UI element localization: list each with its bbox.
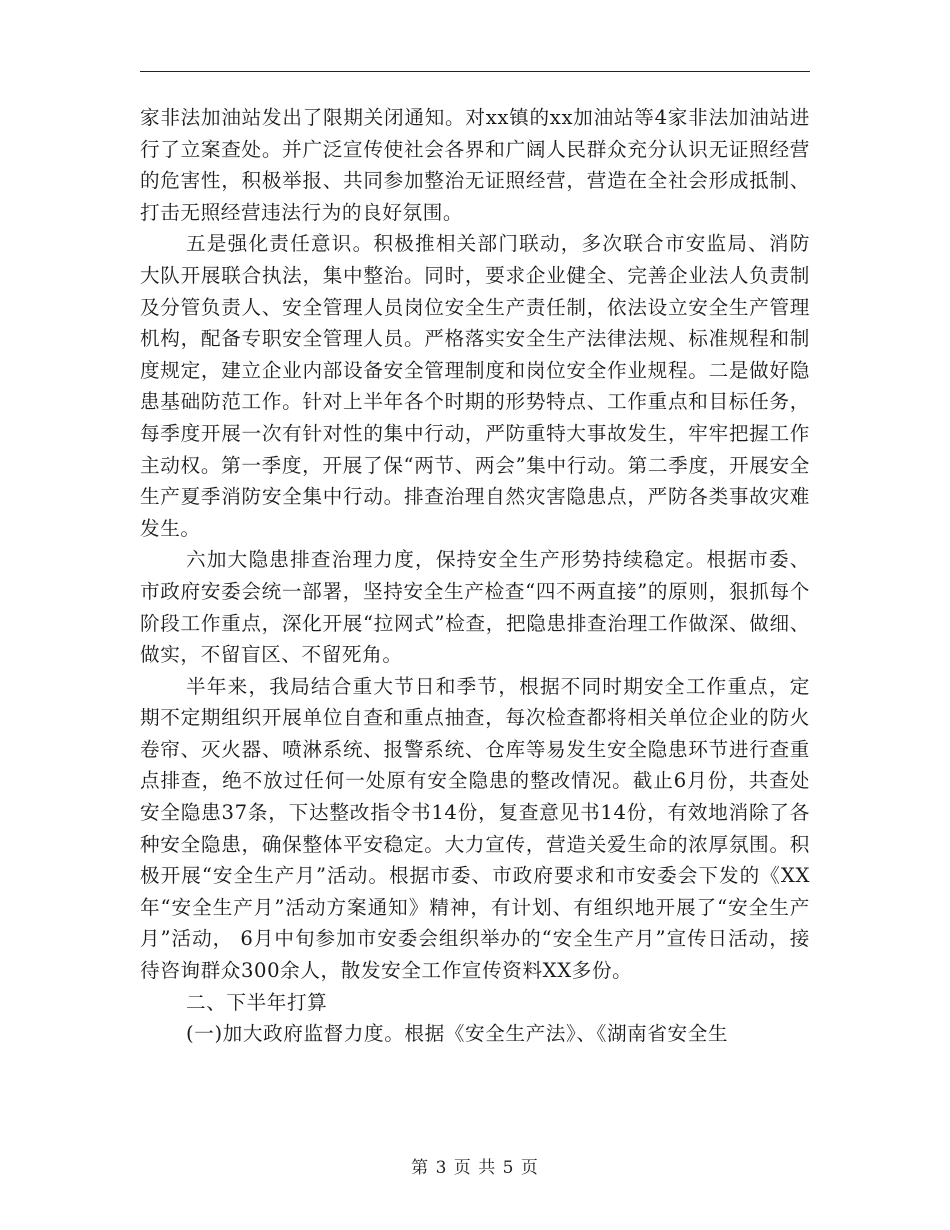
section-heading: 二、下半年打算 — [186, 990, 328, 1014]
paragraph-3: 六加大隐患排查治理力度，保持安全生产形势持续稳定。根据市委、市政府安委会统一部署，坚持安全生产检查“四不两直接”的原则，狠抓每个阶段工作重点，深化开展“拉网式”检查，把隐患排查治理工作做深、做细、做实，不留盲区、不留死角。 — [140, 548, 810, 667]
header-divider — [140, 71, 810, 72]
page-number: 第 3 页 共 5 页 — [411, 1158, 539, 1178]
paragraph-2: 五是强化责任意识。积极推相关部门联动，多次联合市安监局、消防大队开展联合执法，集中整治。同时，要求企业健全、完善企业法人负责制及分管负责人、安全管理人员岗位安全生产责任制，依法设立安全生产管理机构，配备专职安全管理人员。严格落实安全生产法律法规、标准规程和制度规定，建立企业内部设备安全管理制度和岗位安全作业规程。二是做好隐患基础防范工作。针对上半年各个时期的形势特点、工作重点和目标任务，每季度开展一次有针对性的集中行动，严防重特大事故发生，牢牢把握工作主动权。第一季度，开展了保“两节、两会”集中行动。第二季度，开展安全生产夏季消防安全集中行动。排查治理自然灾害隐患点，严防各类事故灾难发生。 — [140, 232, 810, 540]
paragraph-5: (一)加大政府监督力度。根据《安全生产法》、《湖南省安全生 — [186, 1022, 729, 1046]
paragraph-1: 家非法加油站发出了限期关闭通知。对xx镇的xx加油站等4家非法加油站进行了立案查处。并广泛宣传使社会各界和广阔人民群众充分认识无证照经营的危害性，积极举报、共同参加整治无证照经营，营造在全社会形成抵制、打击无照经营违法行为的良好氛围。 — [140, 106, 810, 224]
paragraph-4: 半年来，我局结合重大节日和季节，根据不同时期安全工作重点，定期不定期组织开展单位自查和重点抽查，每次检查都将相关单位企业的防火卷帘、灭火器、喷淋系统、报警系统、仓库等易发生安全隐患环节进行查重点排查，绝不放过任何一处原有安全隐患的整改情况。截止6月份，共查处安全隐患37条，下达整改指令书14份，复查意见书14份，有效地消除了各种安全隐患，确保整体平安稳定。大力宣传，营造关爱生命的浓厚氛围。积极开展“安全生产月”活动。根据市委、市政府要求和市安委会下发的《XX年“安全生产月”活动方案通知》精神，有计划、有组织地开展了“安全生产月”活动， 6月中旬参加市安委会组织举办的“安全生产月”宣传日活动，接待咨询群众300余人，散发安全工作宣传资料XX多份。 — [140, 674, 810, 983]
document-body — [140, 102, 810, 1050]
